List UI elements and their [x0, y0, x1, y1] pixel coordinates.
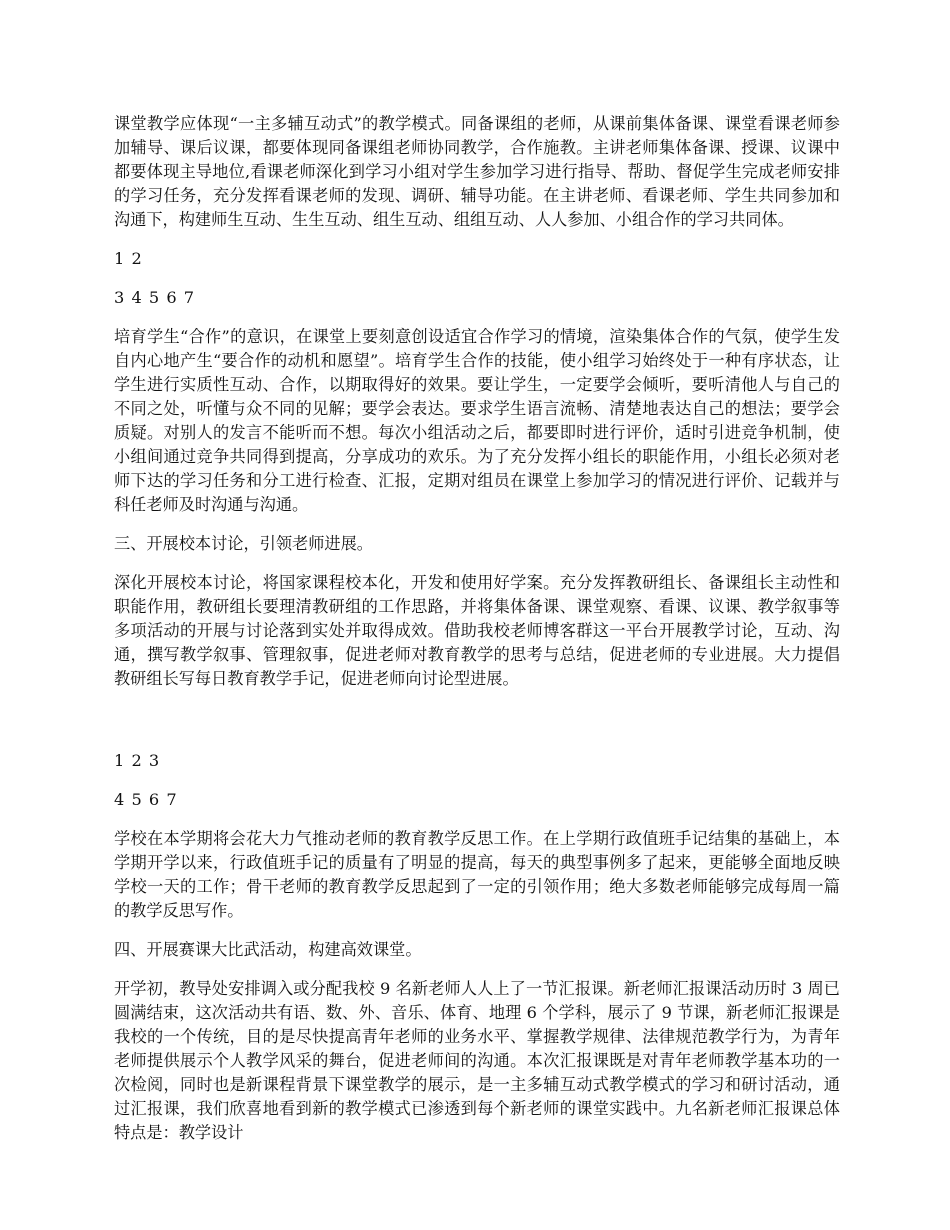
- number-line-4: 4 5 6 7: [114, 790, 178, 809]
- section-heading-3: 三、开展校本讨论，引领老师进展。: [114, 534, 373, 553]
- paragraph-school-research: 深化开展校本讨论，将国家课程校本化，开发和使用好学案。充分发挥教研组长、备课组长主动性和职能作用，教研组长要理清教研组的工作思路，并将集体备课、课堂观察、看课、议课、教学叙事等多项活动的开展与讨论落到实处并取得成效。借助我校老师博客群这一平台开展教学讨论，互动、沟通，撰写教学叙事、管理叙事，促进老师对教育教学的思考与总结，促进老师的专业进展。大力提倡教研组长写每日教育教学手记，促进老师向讨论型进展。: [114, 573, 840, 688]
- number-line-1: 1 2: [114, 249, 143, 268]
- paragraph-reflection: 学校在本学期将会花大力气推动老师的教育教学反思工作。在上学期行政值班手记结集的基础上，本学期开学以来，行政值班手记的质量有了明显的提高，每天的典型事例多了起来，更能够全面地反映学校一天的工作；骨干老师的教育教学反思起到了一定的引领作用；绝大多数老师能够完成每周一篇的教学反思写作。: [114, 829, 840, 920]
- paragraph-cooperation: 培育学生“合作”的意识，在课堂上要刻意创设适宜合作学习的情境，渲染集体合作的气氛，使学生发自内心地产生“要合作的动机和愿望”。培育学生合作的技能，使小组学习始终处于一种有序状态，让学生进行实质性互动、合作，以期取得好的效果。要让学生，一定要学会倾听，要听清他人与自己的不同之处，听懂与众不同的见解；要学会表达。要求学生语言流畅、清楚地表达自己的想法；要学会质疑。对别人的发言不能听而不想。每次小组活动之后，都要即时进行评价，适时引进竞争机制，使小组间通过竞争共同得到提高，分享成功的欢乐。为了充分发挥小组长的职能作用，小组长必须对老师下达的学习任务和分工进行检查、汇报，定期对组员在课堂上参加学习的情况进行评价、记载并与科任老师及时沟通与沟通。: [114, 327, 840, 514]
- number-line-2: 3 4 5 6 7: [114, 288, 196, 307]
- paragraph-demo-lessons: 开学初，教导处安排调入或分配我校 9 名新老师人人上了一节汇报课。新老师汇报课活动历时 3 周已圆满结束，这次活动共有语、数、外、音乐、体育、地理 6 个学科，展示了 9 节课，新老师汇报课是我校的一个传统，目的是尽快提高青年老师的业务水平、掌握教学规律、法律规范教学行为，为青年老师提供展示个人教学风采的舞台，促进老师间的沟通。本次汇报课既是对青年老师教学基本功的一次检阅，同时也是新课程背景下课堂教学的展示，是一主多辅互动式教学模式的学习和研讨活动，通过汇报课，我们欣喜地看到新的教学模式已渗透到每个新老师的课堂实践中。九名新老师汇报课总体特点是：教学设计: [114, 979, 840, 1142]
- section-heading-4: 四、开展赛课大比武活动，构建高效课堂。: [114, 940, 422, 959]
- paragraph-teaching-model: 课堂教学应体现“一主多辅互动式”的教学模式。同备课组的老师，从课前集体备课、课堂看课老师参加辅导、课后议课，都要体现同备课组老师协同教学，合作施教。主讲老师集体备课、授课、议课中都要体现主导地位,看课老师深化到学习小组对学生参加学习进行指导、帮助、督促学生完成老师安排的学习任务，充分发挥看课老师的发现、调研、辅导功能。在主讲老师、看课老师、学生共同参加和沟通下，构建师生互动、生生互动、组生互动、组组互动、人人参加、小组合作的学习共同体。: [114, 114, 840, 229]
- number-line-3: 1 2 3: [114, 751, 161, 770]
- document-body: [114, 112, 840, 1145]
